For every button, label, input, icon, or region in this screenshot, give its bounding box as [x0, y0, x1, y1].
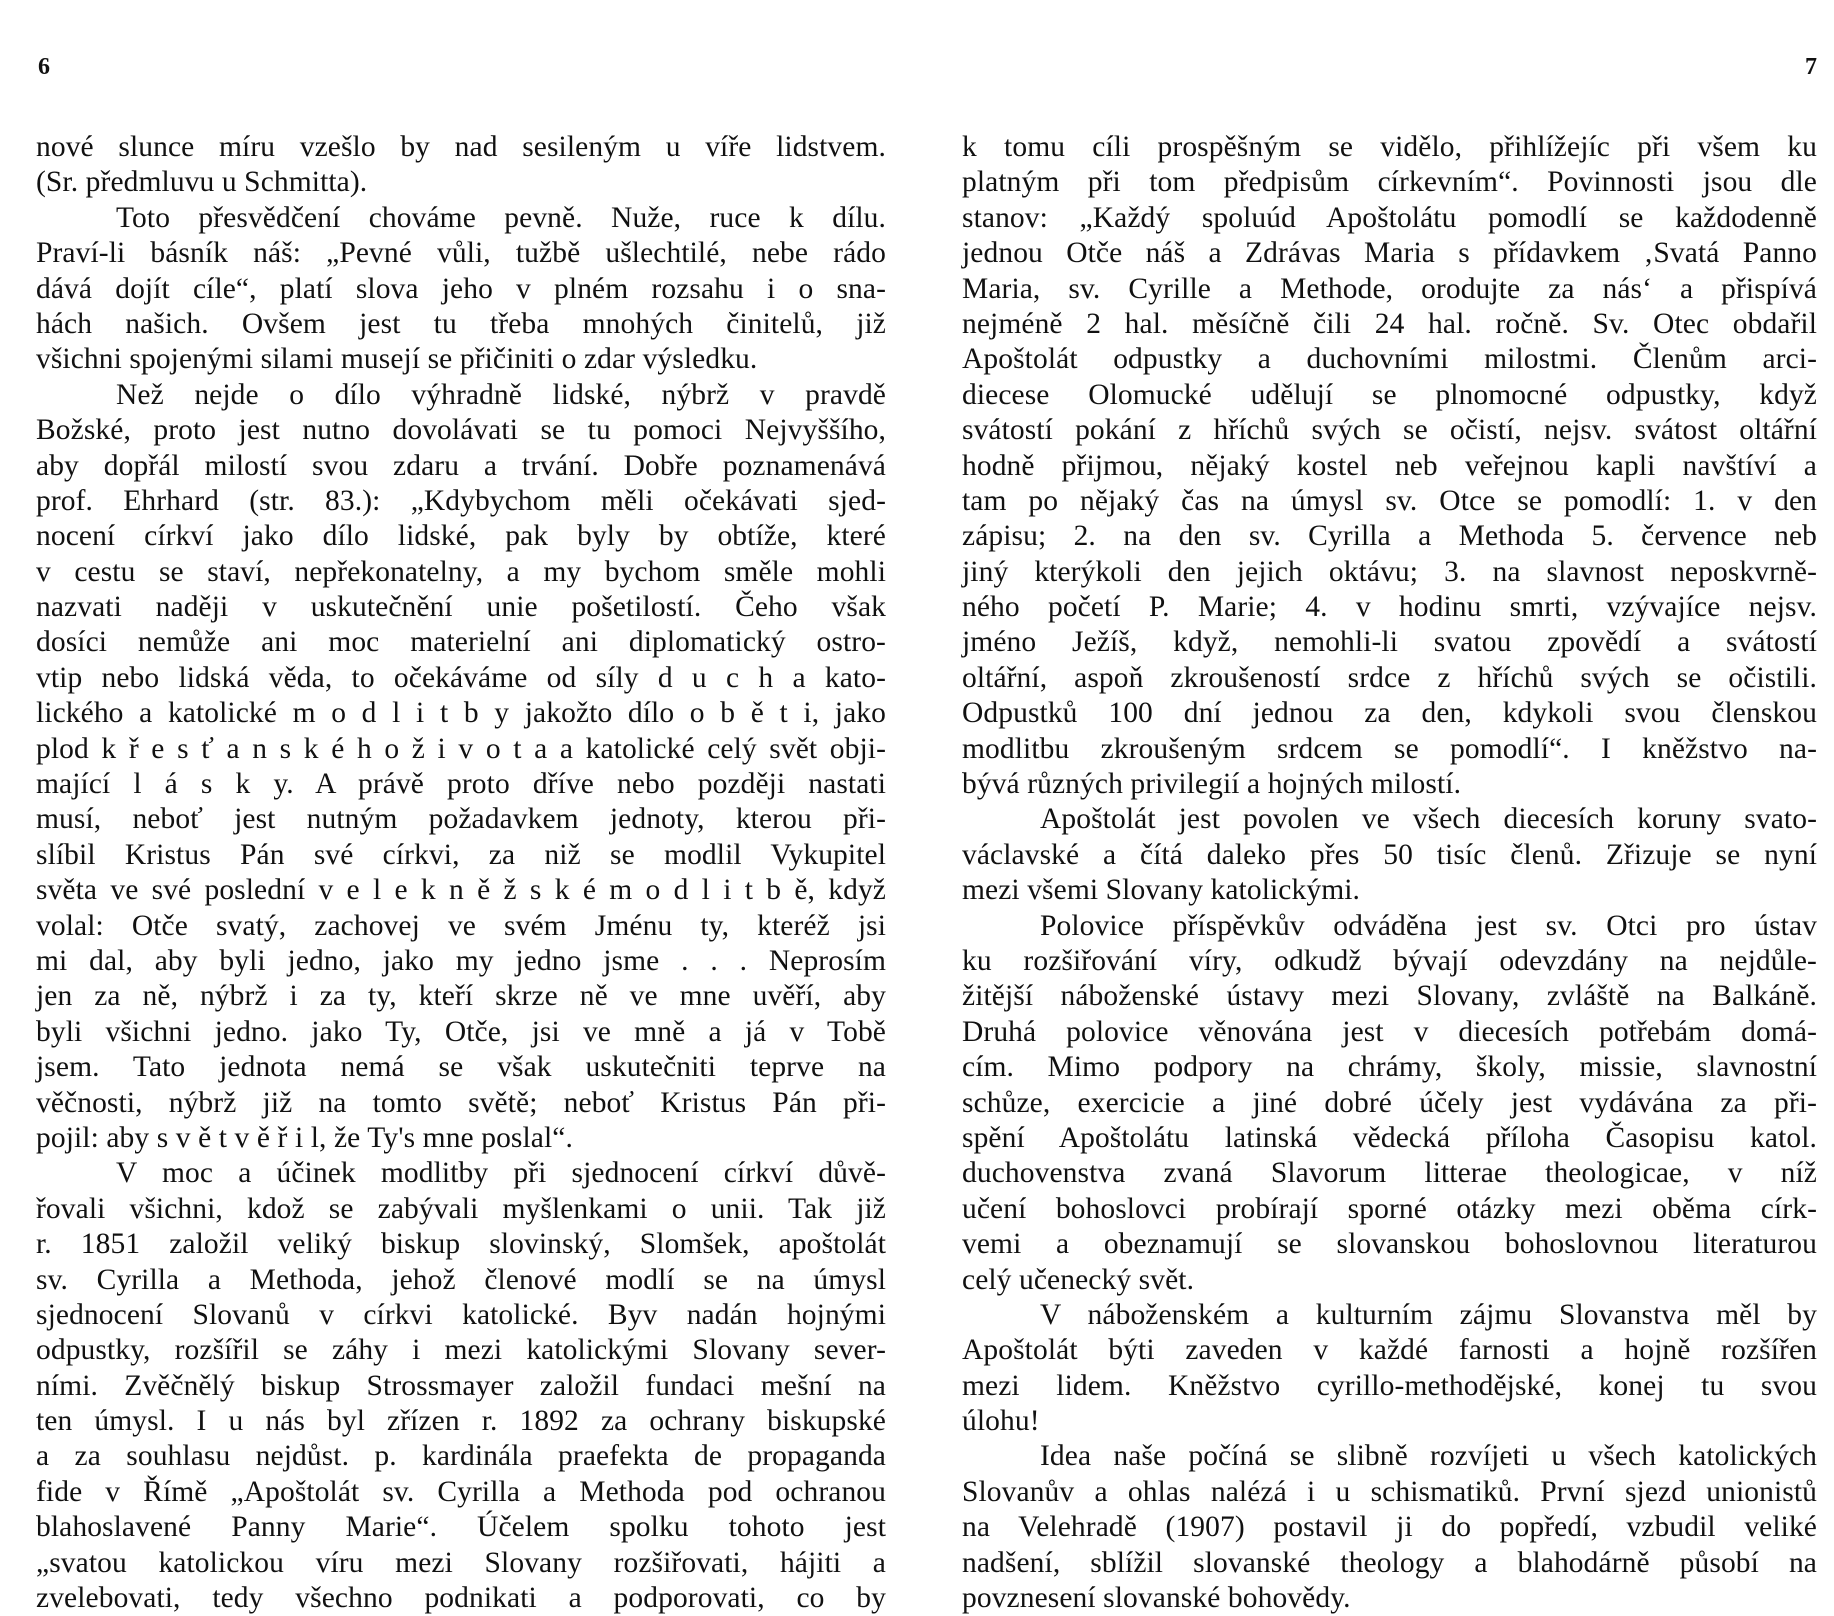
- text-line: Idea naše počíná se slibně rozvíjeti u všech katolických: [1040, 1440, 1817, 1473]
- text-line: sjednocení Slovanů v církvi katolické. Byv nadán hojnými: [36, 1298, 886, 1331]
- text-line: pojil: aby s v ě t v ě ř i l, že Ty's mne poslal“.: [36, 1121, 573, 1154]
- page-number-right: 7: [1805, 54, 1817, 80]
- text-line: Druhá polovice věnována jest v diecesích potřebám domá-: [962, 1015, 1817, 1048]
- text-line: r. 1851 založil veliký biskup slovinský, Slomšek, apoštolát: [36, 1228, 886, 1261]
- text-line: aby dopřál milostí svou zdaru a trvání. Dobře poznamenává: [36, 449, 886, 482]
- text-line: byli všichni jedno. jako Ty, Otče, jsi ve mně a já v Tobě: [36, 1015, 886, 1048]
- text-line: bývá různých privilegií a hojných milostí.: [962, 768, 1462, 801]
- text-line: schůze, exercicie a jiné dobré účely jest vydávána za při-: [962, 1086, 1817, 1119]
- text-line: Apoštolát býti zaveden v každé farnosti a hojně rozšířen: [962, 1334, 1817, 1367]
- text-line: na Velehradě (1907) postavil ji do popředí, vzbudil veliké: [962, 1511, 1817, 1544]
- text-line: Apoštolát jest povolen ve všech diecesích koruny svato-: [1040, 803, 1817, 836]
- text-line: (Sr. předmluvu u Schmitta).: [36, 166, 368, 199]
- text-line: cím. Mimo podpory na chrámy, školy, missie, slavnostní: [962, 1051, 1817, 1084]
- text-line: Slovanův a ohlas nalézá i u schismatiků. První sjezd unionistů: [962, 1475, 1817, 1508]
- left-page: [36, 0, 886, 1615]
- text-line: diecese Olomucké udělují se plnomocné odpustky, když: [962, 378, 1817, 411]
- text-line: hodně přijmou, nějaký kostel neb veřejnou kapli navštíví a: [962, 449, 1817, 482]
- text-line: ními. Zvěčnělý biskup Strossmayer založil fundaci mešní na: [36, 1369, 886, 1402]
- text-line: modlitbu zkroušeným srdcem se pomodlí“. I kněžstvo na-: [962, 732, 1817, 765]
- text-line: světa ve své poslední v e l e k n ě ž s k é m o d l i t b ě, když: [36, 874, 886, 907]
- text-line: Božské, proto jest nutno dovolávati se tu pomoci Nejvyššího,: [36, 414, 886, 447]
- text-line: sv. Cyrilla a Methoda, jehož členové modlí se na úmysl: [36, 1263, 886, 1296]
- text-line: zápisu; 2. na den sv. Cyrilla a Methoda 5. července neb: [962, 520, 1817, 553]
- text-line: jednou Otče náš a Zdrávas Maria s přídavkem ‚Svatá Panno: [962, 237, 1817, 270]
- text-line: V moc a účinek modlitby při sjednocení církví důvě-: [116, 1157, 886, 1190]
- text-line: blahoslavené Panny Marie“. Účelem spolku tohoto jest: [36, 1511, 886, 1544]
- text-line: v cestu se staví, nepřekonatelny, a my bychom směle mohli: [36, 555, 886, 588]
- text-line: stanov: „Každý spoluúd Apoštolátu pomodlí se každodenně: [962, 201, 1817, 234]
- text-line: slíbil Kristus Pán své církvi, za niž se modlil Vykupitel: [36, 838, 886, 871]
- text-line: Než nejde o dílo výhradně lidské, nýbrž v pravdě: [116, 378, 886, 411]
- text-line: ku rozšiřování víry, odkudž bývají odevzdány na nejdůle-: [962, 944, 1817, 977]
- text-line: ného početí P. Marie; 4. v hodinu smrti, vzývajíce nejsv.: [962, 591, 1817, 624]
- text-line: Apoštolát odpustky a duchovními milostmi. Členům arci-: [962, 343, 1817, 376]
- text-line: jméno Ježíš, když, nemohli-li svatou zpovědí a svátostí: [962, 626, 1817, 659]
- text-line: svátostí pokání z hříchů svých se očistí, nejsv. svátost oltářní: [962, 414, 1817, 447]
- text-line: povznesení slovanské bohovědy.: [962, 1582, 1351, 1615]
- text-line: platným při tom předpisům církevním“. Povinnosti jsou dle: [962, 166, 1817, 199]
- text-line: věčnosti, nýbrž již na tomto světě; neboť Kristus Pán při-: [36, 1086, 886, 1119]
- text-line: jsem. Tato jednota nemá se však uskutečniti teprve na: [36, 1051, 886, 1084]
- text-line: dává dojít cíle“, platí slova jeho v plném rozsahu i o sna-: [36, 272, 886, 305]
- text-line: nové slunce míru vzešlo by nad sesileným u víře lidstvem.: [36, 131, 886, 163]
- text-line: mezi všemi Slovany katolickými.: [962, 874, 1361, 907]
- text-line: nocení církví jako dílo lidské, pak byly by obtíže, které: [36, 520, 886, 553]
- left-page-text: [36, 130, 886, 1616]
- text-line: nejméně 2 hal. měsíčně čili 24 hal. ročně. Sv. Otec obdařil: [962, 307, 1817, 340]
- text-line: václavské a čítá daleko přes 50 tisíc členů. Zřizuje se nyní: [962, 838, 1817, 871]
- right-page: [962, 0, 1817, 1615]
- text-line: dosíci nemůže ani moc materielní ani diplomatický ostro-: [36, 626, 886, 659]
- text-line: oltářní, aspoň zkroušeností srdce z hříchů svých se očistili.: [962, 661, 1817, 694]
- text-line: duchovenstva zvaná Slavorum litterae theologicae, v níž: [962, 1157, 1817, 1190]
- text-line: „svatou katolickou víru mezi Slovany rozšiřovati, hájiti a: [36, 1546, 886, 1579]
- text-line: řovali všichni, kdož se zabývali myšlenkami o unii. Tak již: [36, 1192, 886, 1225]
- text-line: všichni spojenými silami musejí se přičiniti o zdar výsledku.: [36, 343, 758, 376]
- text-line: Maria, sv. Cyrille a Methode, orodujte za nás‘ a přispívá: [962, 272, 1817, 305]
- text-line: musí, neboť jest nutným požadavkem jednoty, kterou při-: [36, 803, 886, 836]
- text-line: Polovice příspěvkův odváděna jest sv. Otci pro ústav: [1040, 909, 1817, 942]
- text-line: učení bohoslovci probírají sporné otázky mezi oběma círk-: [962, 1192, 1817, 1225]
- text-line: mi dal, aby byli jedno, jako my jedno jsme . . . Neprosím: [36, 944, 886, 977]
- text-line: zvelebovati, tedy všechno podnikati a podporovati, co by: [36, 1582, 886, 1615]
- text-line: k tomu cíli prospěšným se vidělo, přihlížejíc při všem ku: [962, 131, 1817, 163]
- text-line: úlohu!: [962, 1405, 1040, 1438]
- text-line: lického a katolické m o d l i t b y jakožto dílo o b ě t i, jako: [36, 697, 886, 730]
- text-line: nadšení, sblížil slovanské theology a blahodárně působí na: [962, 1546, 1817, 1579]
- page-number-left: 6: [38, 54, 50, 80]
- text-line: odpustky, rozšířil se záhy i mezi katolickými Slovany sever-: [36, 1334, 886, 1367]
- text-line: a za souhlasu nejdůst. p. kardinála praefekta de propaganda: [36, 1440, 886, 1473]
- text-line: ten úmysl. I u nás byl zřízen r. 1892 za ochrany biskupské: [36, 1405, 886, 1438]
- text-line: hách našich. Ovšem jest tu třeba mnohých činitelů, již: [36, 307, 886, 340]
- text-line: V náboženském a kulturním zájmu Slovanstva měl by: [1040, 1298, 1817, 1331]
- text-line: volal: Otče svatý, zachovej ve svém Jménu ty, kteréž jsi: [36, 909, 886, 942]
- text-line: tam po nějaký čas na úmysl sv. Otce se pomodlí: 1. v den: [962, 484, 1817, 517]
- right-page-text: [962, 130, 1817, 1616]
- text-line: jiný kterýkoli den jejich oktávu; 3. na slavnost neposkvrně-: [962, 555, 1817, 588]
- text-line: mezi lidem. Kněžstvo cyrillo-methodějské, konej tu svou: [962, 1369, 1817, 1402]
- text-line: fide v Římě „Apoštolát sv. Cyrilla a Methoda pod ochranou: [36, 1475, 886, 1508]
- text-line: Praví-li básník náš: „Pevné vůli, tužbě ušlechtilé, nebe rádo: [36, 237, 886, 270]
- text-line: vtip nebo lidská věda, to očekáváme od síly d u c h a kato-: [36, 661, 886, 694]
- text-line: plod k ř e s ť a n s k é h o ž i v o t a a katolické celý svět obji-: [36, 732, 886, 765]
- text-line: mající l á s k y. A právě proto dříve nebo později nastati: [36, 768, 886, 801]
- text-line: Toto přesvědčení chováme pevně. Nuže, ruce k dílu.: [116, 201, 886, 234]
- text-line: vemi a obeznamují se slovanskou bohoslovnou literaturou: [962, 1228, 1817, 1261]
- text-line: žitější náboženské ústavy mezi Slovany, zvláště na Balkáně.: [962, 980, 1817, 1013]
- text-line: prof. Ehrhard (str. 83.): „Kdybychom měli očekávati sjed-: [36, 484, 886, 517]
- text-line: spění Apoštolátu latinská vědecká příloha Časopisu katol.: [962, 1121, 1817, 1154]
- text-line: nazvati naději v uskutečnění unie pošetilostí. Čeho však: [36, 591, 886, 624]
- text-line: celý učenecký svět.: [962, 1263, 1195, 1296]
- text-line: Odpustků 100 dní jednou za den, kdykoli svou členskou: [962, 697, 1817, 730]
- text-line: jen za ně, nýbrž i za ty, kteří skrze ně ve mne uvěří, aby: [36, 980, 886, 1013]
